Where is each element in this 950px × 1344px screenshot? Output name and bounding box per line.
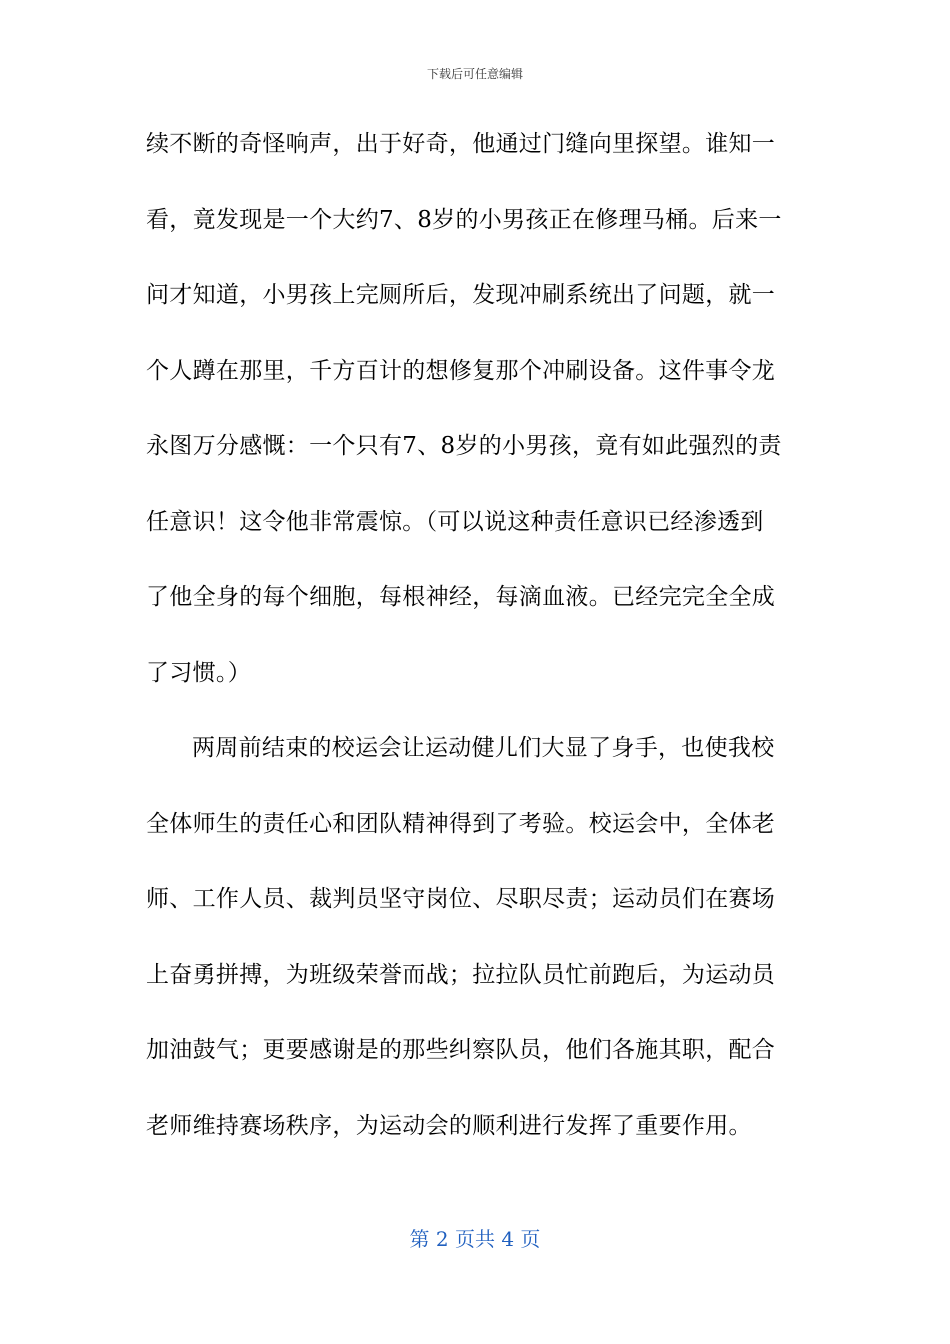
text-line: 问才知道，小男孩上完厕所后，发现冲刷系统出了问题，就一 xyxy=(146,282,776,308)
document-body xyxy=(146,124,802,1181)
text-line: 看，竟发现是一个大约7、8岁的小男孩正在修理马桶。后来一 xyxy=(146,206,782,233)
text-line: 全体师生的责任心和团队精神得到了考验。校运会中，全体老 xyxy=(146,810,776,837)
text-line: 了习惯。） xyxy=(146,659,251,686)
text-line: 加油鼓气；更要感谢是的那些纠察队员，他们各施其职，配合 xyxy=(146,1037,776,1063)
text-line: 老师维持赛场秩序，为运动会的顺利进行发挥了重要作用。 xyxy=(146,1112,752,1139)
text-line: 上奋勇拼搏，为班级荣誉而战；拉拉队员忙前跑后，为运动员 xyxy=(146,961,776,988)
text-line: 个人蹲在那里，千方百计的想修复那个冲刷设备。这件事令龙 xyxy=(146,357,776,384)
text-line: 了他全身的每个细胞，每根神经，每滴血液。已经完完全全成 xyxy=(146,584,776,610)
text-line: 师、工作人员、裁判员坚守岗位、尽职尽责；运动员们在赛场 xyxy=(146,886,776,912)
paragraph-first-line: 两周前结束的校运会让运动健儿们大显了身手，也使我校 xyxy=(192,735,775,761)
text-line: 续不断的奇怪响声，出于好奇，他通过门缝向里探望。谁知一 xyxy=(146,131,776,157)
text-line: 永图万分感慨：一个只有7、8岁的小男孩，竟有如此强烈的责 xyxy=(146,433,782,459)
page-number-footer: 第 2 页共 4 页 xyxy=(409,1227,541,1251)
text-line: 任意识！这令他非常震惊。（可以说这种责任意识已经渗透到 xyxy=(146,508,764,535)
page-header: 下载后可任意编辑 xyxy=(426,67,523,81)
